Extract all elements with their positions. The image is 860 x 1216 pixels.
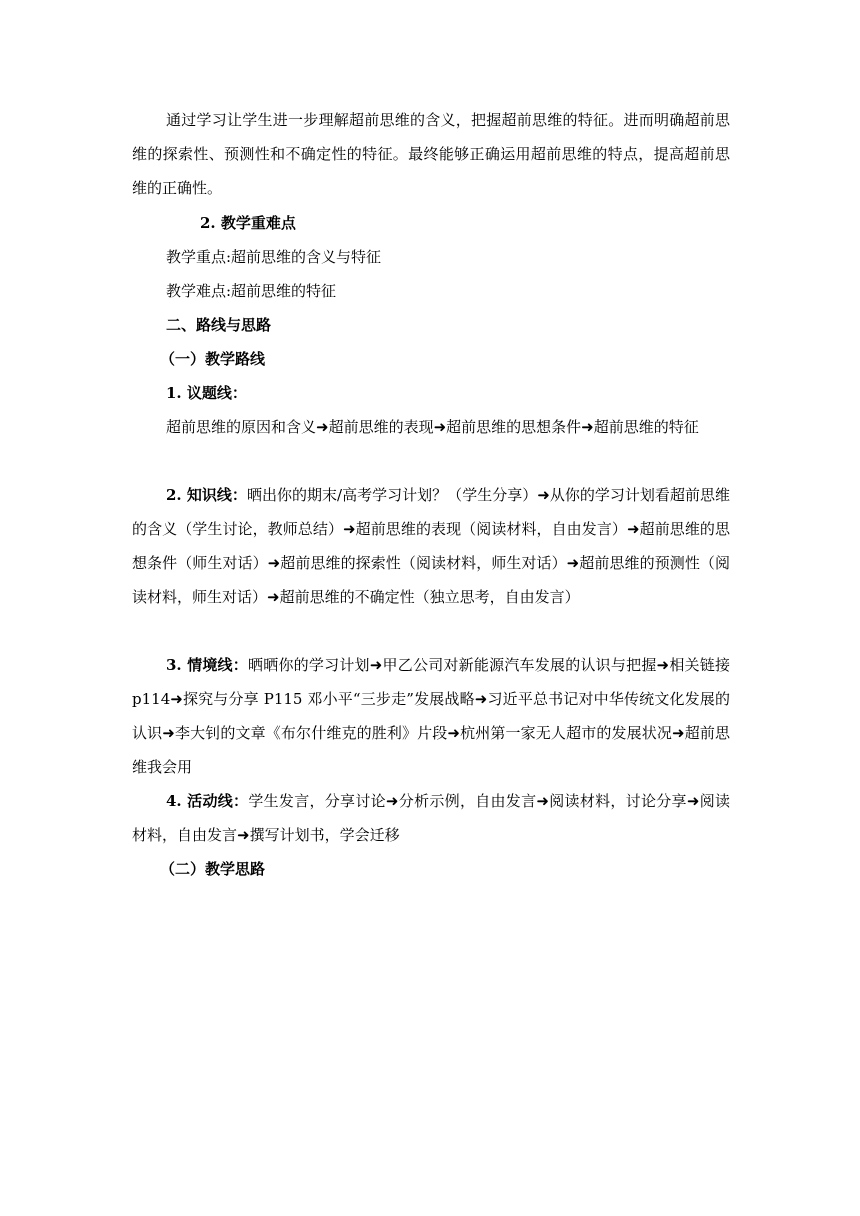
knowledge-line-paragraph <box>132 478 730 614</box>
key-point-text: 教学重点:超前思维的含义与特征 <box>166 248 382 266</box>
knowledge-line-text: 晒出你的期末/高考学习计划？（学生分享）➜从你的学习计划看超前思维的含义（学生讨论，教师总结）➜超前思维的表现（阅读材料，自由发言）➜超前思维的思想条件（师生对话）➜超前思维的探索性（阅读材料，师生对话）➜超前思维的预测性（阅读材料，师生对话）➜超前思维的不确定性（独立思考，自由发言） <box>132 486 730 606</box>
intro-paragraph: 通过学习让学生进一步理解超前思维的含义，把握超前思维的特征。进而明确超前思维的探索性、预测性和不确定性的特征。最终能够正确运用超前思维的特点，提高超前思维的正确性。 <box>132 111 730 197</box>
activity-line-label: 4. 活动线： <box>166 792 249 810</box>
sub1-heading: （一）教学路线 <box>160 350 266 368</box>
section-2-heading: 2. 教学重难点 <box>200 214 296 232</box>
activity-line-text: 学生发言，分享讨论➜分析示例，自由发言➜阅读材料，讨论分享➜阅读材料，自由发言➜撰写计划书，学会迁移 <box>132 792 730 844</box>
context-line-label: 3. 情境线： <box>166 656 248 674</box>
context-line-text: 晒晒你的学习计划➜甲乙公司对新能源汽车发展的认识与把握➜相关链接 p114➜探究与分享 P115 邓小平“三步走”发展战略➜习近平总书记对中华传统文化发展的认识➜李大钊的文章《布尔什维克的胜利》片段➜杭州第一家无人超市的发展状况➜超前思维我会用 <box>132 656 731 776</box>
knowledge-line-label: 2. 知识线： <box>166 486 247 504</box>
part-two-heading: 二、路线与思路 <box>166 316 272 334</box>
topic-line-label: 1. 议题线： <box>166 384 247 402</box>
context-line-paragraph <box>132 648 730 784</box>
difficult-point-text: 教学难点:超前思维的特征 <box>166 282 337 300</box>
sub2-heading: （二）教学思路 <box>160 860 266 878</box>
topic-line-text: 超前思维的原因和含义➜超前思维的表现➜超前思维的思想条件➜超前思维的特征 <box>166 418 699 436</box>
activity-line-paragraph <box>132 784 730 852</box>
